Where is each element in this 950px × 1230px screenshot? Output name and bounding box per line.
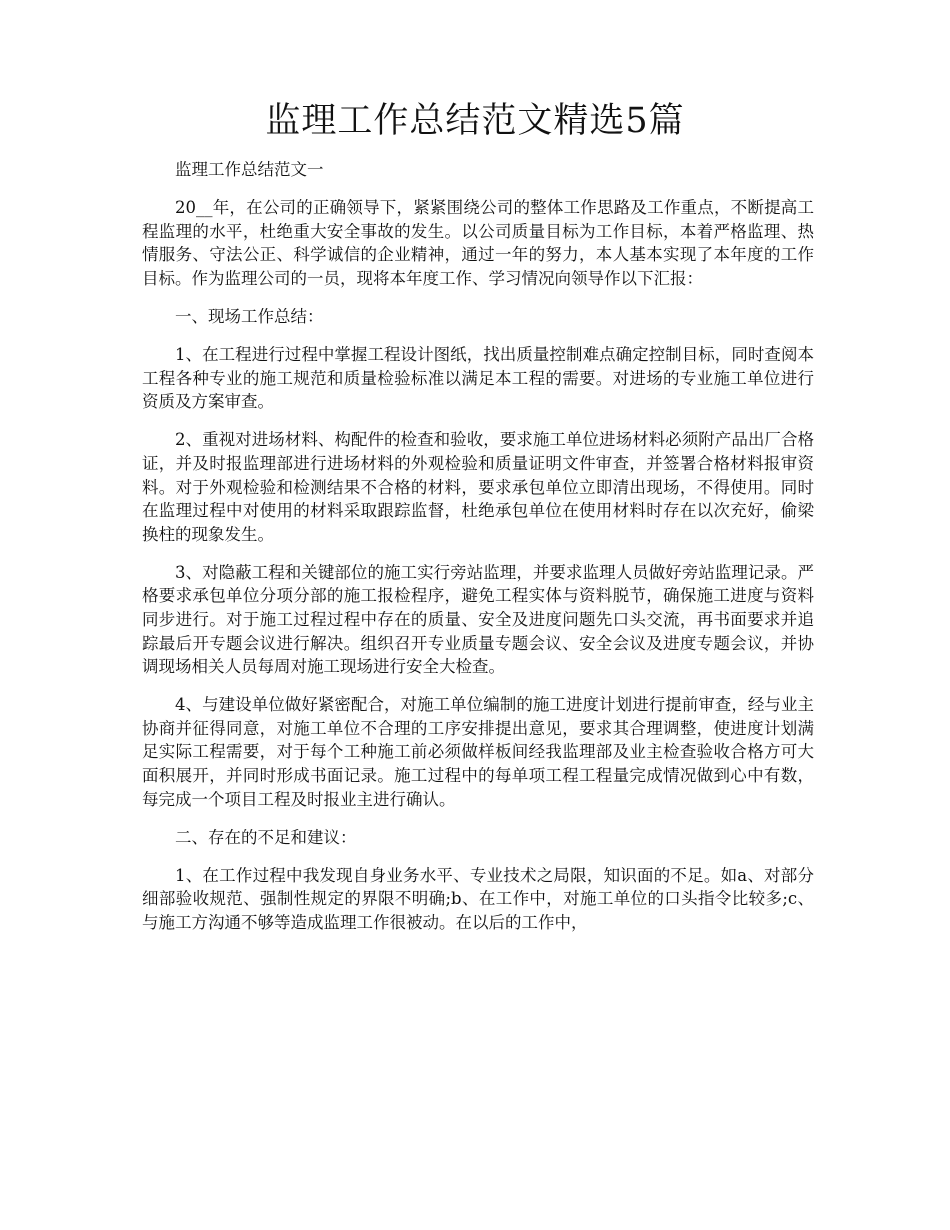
section-heading: 一、现场工作总结：	[175, 306, 324, 326]
paragraph: 1、在工程进行过程中掌握工程设计图纸，找出质量控制难点确定控制目标，同时查阅本工程各种专业的施工规范和质量检验标准以满足本工程的需要。对进场的专业施工单位进行资质及方案审查。	[142, 345, 814, 412]
section-heading: 二、存在的不足和建议：	[175, 827, 357, 847]
document-body	[142, 158, 814, 949]
paragraph: 1、在工作过程中我发现自身业务水平、专业技术之局限，知识面的不足。如a、对部分细部验收规范、强制性规定的界限不明确;b、在工作中，对施工单位的口头指令比较多;c、与施工方沟通不够等造成监理工作很被动。在以后的工作中，	[142, 865, 814, 933]
paragraph: 4、与建设单位做好紧密配合，对施工单位编制的施工进度计划进行提前审查，经与业主协商并征得同意，对施工单位不合理的工序安排提出意见，要求其合理调整，使进度计划满足实际工程需要，对于每个工种施工前必须做样板间经我监理部及业主检查验收合格方可大面积展开，并同时形成书面记录。施工过程中的每单项工程工程量完成情况做到心中有数，每完成一个项目工程及时报业主进行确认。	[142, 695, 814, 809]
paragraph: 3、对隐蔽工程和关键部位的施工实行旁站监理，并要求监理人员做好旁站监理记录。严格要求承包单位分项分部的施工报检程序，避免工程实体与资料脱节，确保施工进度与资料同步进行。对于施工过程过程中存在的质量、安全及进度问题先口头交流，再书面要求并追踪最后开专题会议进行解决。组织召开专业质量专题会议、安全会议及进度专题会议，并协调现场相关人员每周对施工现场进行安全大检查。	[142, 562, 814, 677]
paragraph: 20__年，在公司的正确领导下，紧紧围绕公司的整体工作思路及工作重点，不断提高工程监理的水平，杜绝重大安全事故的发生。以公司质量目标为工作目标，本着严格监理、热情服务、守法公正、科学诚信的企业精神，通过一年的努力，本人基本实现了本年度的工作目标。作为监理公司的一员，现将本年度工作、学习情况向领导作以下汇报：	[142, 198, 814, 288]
section-heading: 监理工作总结范文一	[175, 160, 324, 179]
paragraph: 2、重视对进场材料、构配件的检查和验收，要求施工单位进场材料必须附产品出厂合格证，并及时报监理部进行进场材料的外观检验和质量证明文件审查，并签署合格材料报审资料。对于外观检验和检测结果不合格的材料，要求承包单位立即清出现场，不得使用。同时在监理过程中对使用的材料采取跟踪监督，杜绝承包单位在使用材料时存在以次充好，偷梁换柱的现象发生。	[142, 430, 814, 544]
document-title: 监理工作总结范文精选5篇	[265, 101, 685, 141]
